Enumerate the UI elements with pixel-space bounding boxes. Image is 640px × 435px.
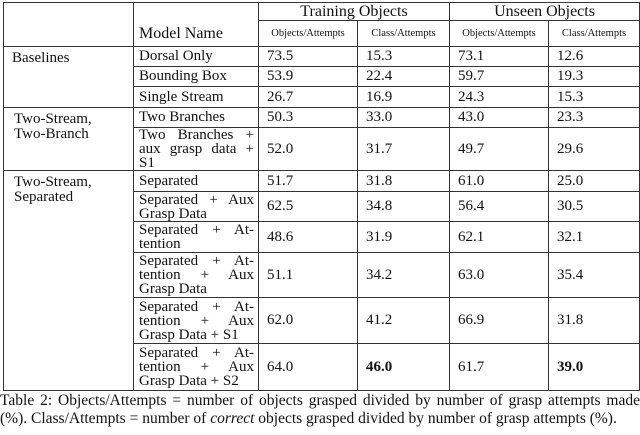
- value-train-objects-attempts: 73.5: [259, 47, 358, 67]
- value-train-class-attempts: 33.0: [358, 108, 450, 128]
- value-unseen-class-attempts: 32.1: [549, 222, 640, 253]
- model-name-line: Separated + At-: [139, 345, 254, 361]
- value-unseen-objects-attempts: 73.1: [450, 47, 549, 67]
- group-label-line: Baselines: [12, 50, 70, 66]
- value-train-class-attempts: 22.4: [358, 67, 450, 87]
- model-name-line: tention + Aux: [139, 359, 254, 375]
- model-name-line: Two Branches +: [139, 127, 254, 143]
- results-table: [3, 2, 640, 391]
- model-name-line: Two Branches: [139, 109, 226, 125]
- header-model-name: Model Name: [134, 21, 259, 47]
- value-train-class-attempts: 41.2: [358, 298, 450, 344]
- value-train-class-attempts: 31.7: [358, 128, 450, 171]
- model-name-line: Dorsal Only: [139, 48, 213, 64]
- value-unseen-class-attempts: 31.8: [549, 298, 640, 344]
- model-name-line: Grasp Data + S2: [139, 373, 239, 389]
- value-unseen-objects-attempts: 66.9: [450, 298, 549, 344]
- value-train-class-attempts: 31.8: [358, 171, 450, 192]
- model-name-cell: [134, 192, 259, 222]
- model-name-line: Bounding Box: [139, 68, 227, 84]
- model-name-cell: [134, 47, 259, 67]
- header-empty-cell: [4, 3, 134, 47]
- value-train-objects-attempts: 64.0: [259, 344, 358, 391]
- value-train-objects-attempts: 52.0: [259, 128, 358, 171]
- model-name-cell: [134, 253, 259, 298]
- model-name-cell: [134, 128, 259, 171]
- group-label-line: Separated: [14, 189, 74, 205]
- value-train-class-attempts: 34.8: [358, 192, 450, 222]
- model-name-line: Separated + At-: [139, 253, 254, 269]
- value-train-objects-attempts: 51.1: [259, 253, 358, 298]
- value-unseen-class-attempts: 39.0: [549, 344, 640, 391]
- model-name-cell: [134, 67, 259, 87]
- table-row: [4, 108, 640, 128]
- model-name-line: S1: [139, 155, 155, 171]
- group-label-line: Two-Stream,: [14, 174, 92, 190]
- value-unseen-class-attempts: 25.0: [549, 171, 640, 192]
- value-unseen-objects-attempts: 61.0: [450, 171, 549, 192]
- header-training-objects: Training Objects: [259, 3, 450, 21]
- group-label-line: Two-Stream,: [14, 111, 92, 127]
- model-name-line: Separated + Aux: [139, 191, 254, 208]
- value-train-class-attempts: 34.2: [358, 253, 450, 298]
- table-caption: [0, 392, 640, 428]
- value-unseen-objects-attempts: 63.0: [450, 253, 549, 298]
- model-name-line: Separated + At-: [139, 222, 254, 238]
- value-unseen-class-attempts: 30.5: [549, 192, 640, 222]
- caption-emphasis: correct: [210, 410, 255, 427]
- value-unseen-objects-attempts: 24.3: [450, 87, 549, 108]
- group-label-cell: [4, 108, 134, 171]
- value-unseen-objects-attempts: 49.7: [450, 128, 549, 171]
- value-unseen-class-attempts: 12.6: [549, 47, 640, 67]
- model-name-cell: [134, 344, 259, 391]
- value-train-objects-attempts: 62.5: [259, 192, 358, 222]
- model-name-line: Grasp Data: [139, 205, 207, 222]
- group-label-cell: [4, 171, 134, 391]
- value-unseen-class-attempts: 19.3: [549, 67, 640, 87]
- value-unseen-class-attempts: 35.4: [549, 253, 640, 298]
- model-name-line: Separated: [139, 172, 199, 189]
- value-train-class-attempts: 15.3: [358, 47, 450, 67]
- header-row-1: [4, 3, 640, 21]
- value-train-class-attempts: 31.9: [358, 222, 450, 253]
- header-train-class-attempts: Class/Attempts: [358, 21, 450, 47]
- value-train-objects-attempts: 26.7: [259, 87, 358, 108]
- model-name-line: Separated + At-: [139, 298, 254, 315]
- value-train-objects-attempts: 48.6: [259, 222, 358, 253]
- value-unseen-class-attempts: 15.3: [549, 87, 640, 108]
- value-unseen-objects-attempts: 59.7: [450, 67, 549, 87]
- model-name-line: tention + Aux: [139, 312, 254, 329]
- model-name-line: Single Stream: [139, 88, 224, 105]
- value-train-objects-attempts: 50.3: [259, 108, 358, 128]
- model-name-cell: [134, 171, 259, 192]
- model-name-line: tention + Aux: [139, 267, 254, 283]
- header-unseen-objects-attempts: Objects/Attempts: [450, 21, 549, 47]
- group-label-line: Two-Branch: [14, 126, 89, 142]
- table-row: [4, 171, 640, 192]
- model-name-cell: [134, 222, 259, 253]
- header-empty-model-cell: [134, 3, 259, 21]
- caption-text-2: objects grasped divided by number of grasp attempts (%).: [254, 410, 617, 427]
- model-name-cell: [134, 108, 259, 128]
- value-train-objects-attempts: 53.9: [259, 67, 358, 87]
- value-train-objects-attempts: 62.0: [259, 298, 358, 344]
- value-unseen-objects-attempts: 56.4: [450, 192, 549, 222]
- value-unseen-objects-attempts: 62.1: [450, 222, 549, 253]
- header-unseen-objects: Unseen Objects: [450, 3, 640, 21]
- caption-text-1: Table 2: Objects/Attempts = number of objects grasped divided by number of grasp attempts made (%). Class/Attempts = number of: [0, 392, 640, 427]
- model-name-cell: [134, 298, 259, 344]
- table-row: [4, 47, 640, 67]
- model-name-line: tention: [139, 236, 181, 252]
- value-unseen-objects-attempts: 43.0: [450, 108, 549, 128]
- value-train-class-attempts: 16.9: [358, 87, 450, 108]
- model-name-cell: [134, 87, 259, 108]
- header-train-objects-attempts: Objects/Attempts: [259, 21, 358, 47]
- value-train-class-attempts: 46.0: [358, 344, 450, 391]
- model-name-line: aux grasp data +: [139, 141, 254, 157]
- group-label-cell: [4, 47, 134, 108]
- model-name-line: Grasp Data: [139, 281, 207, 297]
- value-unseen-class-attempts: 23.3: [549, 108, 640, 128]
- value-unseen-objects-attempts: 61.7: [450, 344, 549, 391]
- value-train-objects-attempts: 51.7: [259, 171, 358, 192]
- model-name-line: Grasp Data + S1: [139, 326, 239, 343]
- value-unseen-class-attempts: 29.6: [549, 128, 640, 171]
- header-unseen-class-attempts: Class/Attempts: [549, 21, 640, 47]
